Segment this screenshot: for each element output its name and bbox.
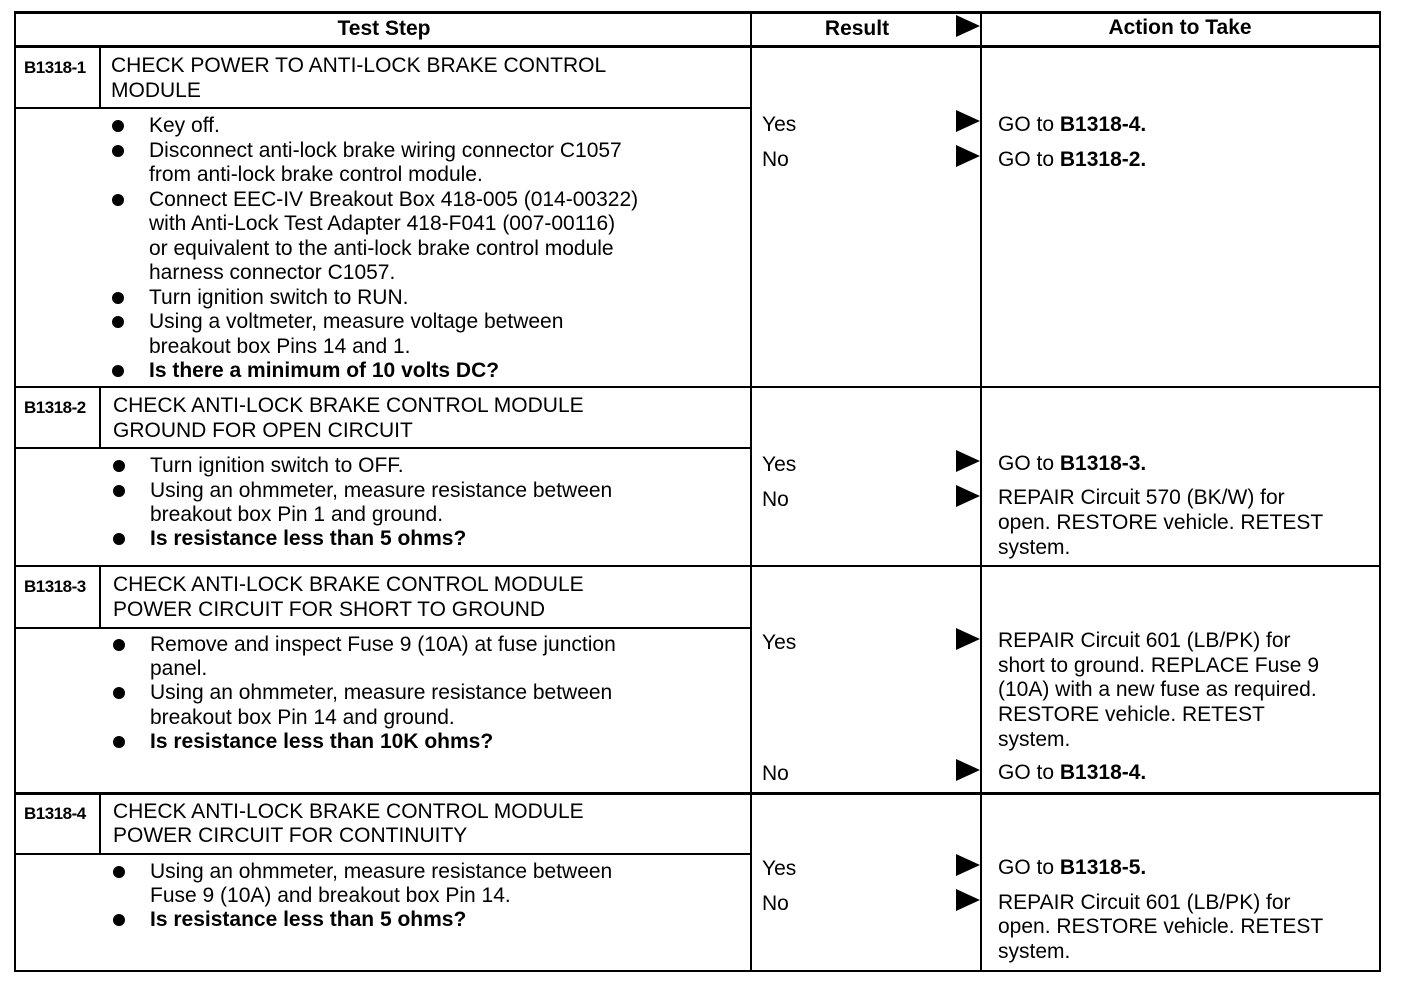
bullet-text: Disconnect anti-lock brake wiring connector C1057 xyxy=(149,139,622,162)
bullet-icon xyxy=(112,316,124,328)
bullet-icon xyxy=(113,736,125,748)
result-label: Yes xyxy=(762,453,797,476)
action-text: open. RESTORE vehicle. RETEST xyxy=(998,511,1324,534)
bullet-text: harness connector C1057. xyxy=(149,261,396,284)
bullet-text: Fuse 9 (10A) and breakout box Pin 14. xyxy=(150,884,511,907)
step-id: B1318-4 xyxy=(24,804,86,823)
bullet-icon xyxy=(112,145,124,157)
arrow-icon xyxy=(956,759,980,781)
bullet-text: Key off. xyxy=(149,114,220,137)
bullet-text: Connect EEC-IV Breakout Box 418-005 (014-00322) xyxy=(149,188,639,211)
step-title-line: POWER CIRCUIT FOR SHORT TO GROUND xyxy=(113,598,546,621)
bullet-text: panel. xyxy=(150,657,208,680)
bullet-question: Is resistance less than 10K ohms? xyxy=(150,730,494,753)
step-title-line: CHECK ANTI-LOCK BRAKE CONTROL MODULE xyxy=(113,394,584,417)
step-title-line: CHECK POWER TO ANTI-LOCK BRAKE CONTROL xyxy=(111,54,607,77)
table-border-right xyxy=(1379,11,1381,972)
action-text: GO to B1318-5. xyxy=(998,856,1147,879)
bullet-text: breakout box Pin 1 and ground. xyxy=(150,503,444,526)
result-label: No xyxy=(762,148,789,171)
arrow-icon xyxy=(956,145,980,167)
arrow-icon xyxy=(956,485,980,507)
action-text: REPAIR Circuit 601 (LB/PK) for xyxy=(998,891,1291,914)
bullet-text: Using an ohmmeter, measure resistance between xyxy=(150,479,613,502)
bullet-text: Turn ignition switch to RUN. xyxy=(149,286,409,309)
bullet-icon xyxy=(112,292,124,304)
header-result: Result xyxy=(824,17,890,40)
action-text: REPAIR Circuit 601 (LB/PK) for xyxy=(998,629,1291,652)
action-text: GO to B1318-4. xyxy=(998,761,1147,784)
step-title-line: MODULE xyxy=(111,79,201,102)
arrow-icon xyxy=(956,628,980,650)
result-label: Yes xyxy=(762,113,797,136)
bullet-text: or equivalent to the anti-lock brake control module xyxy=(149,237,614,260)
bullet-question: Is resistance less than 5 ohms? xyxy=(150,527,467,550)
id-divider xyxy=(99,47,101,108)
header-arrow-icon xyxy=(956,15,980,37)
action-text: GO to B1318-4. xyxy=(998,113,1147,136)
action-text: REPAIR Circuit 570 (BK/W) for xyxy=(998,486,1285,509)
arrow-icon xyxy=(956,450,980,472)
result-label: No xyxy=(762,762,789,785)
row-divider xyxy=(14,386,1381,388)
bullet-text: Turn ignition switch to OFF. xyxy=(150,454,404,477)
action-text: GO to B1318-2. xyxy=(998,148,1147,171)
title-divider xyxy=(14,853,751,855)
bullet-text: Remove and inspect Fuse 9 (10A) at fuse junction xyxy=(150,633,616,656)
bullet-icon xyxy=(112,194,124,206)
title-divider xyxy=(14,447,751,449)
arrow-icon xyxy=(956,854,980,876)
id-divider xyxy=(99,566,101,628)
bullet-icon xyxy=(113,460,125,472)
result-label: Yes xyxy=(762,857,797,880)
row-divider xyxy=(14,565,1381,567)
bullet-text: Using an ohmmeter, measure resistance between xyxy=(150,681,613,704)
result-label: Yes xyxy=(762,631,797,654)
arrow-icon xyxy=(956,889,980,911)
bullet-icon xyxy=(112,120,124,132)
bullet-icon xyxy=(113,866,125,878)
action-text: open. RESTORE vehicle. RETEST xyxy=(998,915,1324,938)
table-border-top xyxy=(14,11,1381,14)
step-title-line: GROUND FOR OPEN CIRCUIT xyxy=(113,419,413,442)
bullet-text: Using a voltmeter, measure voltage between xyxy=(149,310,564,333)
header-action: Action to Take xyxy=(1108,16,1252,39)
id-divider xyxy=(99,794,101,854)
bullet-text: Using an ohmmeter, measure resistance between xyxy=(150,860,613,883)
result-label: No xyxy=(762,892,789,915)
header-test-step: Test Step xyxy=(337,17,431,40)
table-border-left xyxy=(14,11,16,972)
row-divider xyxy=(14,792,1381,795)
step-id: B1318-3 xyxy=(24,577,86,596)
step-id: B1318-2 xyxy=(24,398,86,417)
bullet-question: Is there a minimum of 10 volts DC? xyxy=(149,359,500,382)
bullet-icon xyxy=(112,365,124,377)
bullet-text: with Anti-Lock Test Adapter 418-F041 (007-00116) xyxy=(149,212,616,235)
action-text: (10A) with a new fuse as required. xyxy=(998,678,1317,701)
bullet-question: Is resistance less than 5 ohms? xyxy=(150,908,467,931)
arrow-icon xyxy=(956,110,980,132)
action-text: RESTORE vehicle. RETEST xyxy=(998,703,1265,726)
step-title-line: POWER CIRCUIT FOR CONTINUITY xyxy=(113,824,468,847)
action-text: system. xyxy=(998,940,1071,963)
result-label: No xyxy=(762,488,789,511)
bullet-icon xyxy=(113,533,125,545)
bullet-icon xyxy=(113,687,125,699)
bullet-icon xyxy=(113,914,125,926)
title-divider xyxy=(14,627,751,629)
step-id: B1318-1 xyxy=(24,58,86,77)
step-title-line: CHECK ANTI-LOCK BRAKE CONTROL MODULE xyxy=(113,800,584,823)
table-border-bottom xyxy=(14,970,1381,972)
header-divider xyxy=(14,45,1381,48)
bullet-text: breakout box Pins 14 and 1. xyxy=(149,335,411,358)
action-text: system. xyxy=(998,536,1071,559)
column-divider xyxy=(980,11,982,972)
column-divider xyxy=(750,11,752,972)
bullet-text: breakout box Pin 14 and ground. xyxy=(150,706,455,729)
step-title-line: CHECK ANTI-LOCK BRAKE CONTROL MODULE xyxy=(113,573,584,596)
action-text: GO to B1318-3. xyxy=(998,452,1147,475)
id-divider xyxy=(99,387,101,448)
bullet-icon xyxy=(113,485,125,497)
bullet-text: from anti-lock brake control module. xyxy=(149,163,483,186)
action-text: short to ground. REPLACE Fuse 9 xyxy=(998,654,1319,677)
title-divider xyxy=(14,107,751,109)
action-text: system. xyxy=(998,728,1071,751)
bullet-icon xyxy=(113,639,125,651)
